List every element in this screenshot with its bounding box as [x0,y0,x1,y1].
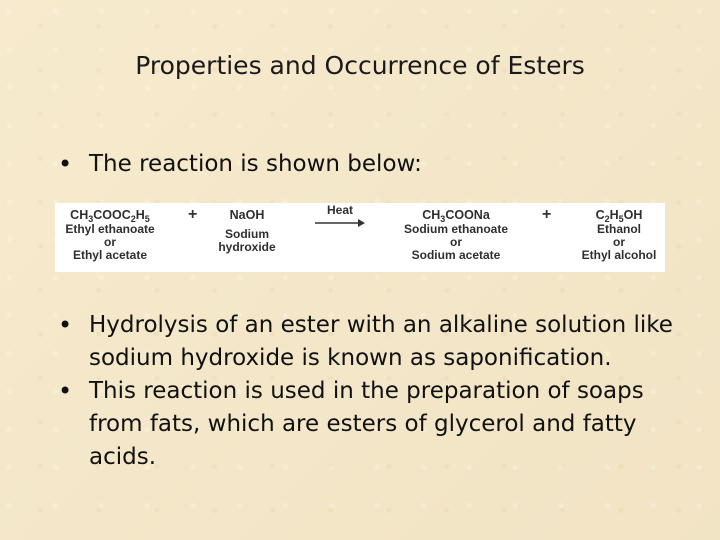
formula-part: CH [70,208,89,222]
name-hydroxide: hydroxide [218,240,276,254]
formula-part: CH [422,208,441,222]
or-label: or [613,235,625,249]
plus-sign: + [542,206,552,223]
formula-ethanol [596,208,643,222]
reactant-sodium-hydroxide [207,208,287,254]
formula-part: COONa [445,208,490,222]
bullet-list-top [58,148,678,181]
reactant-ethyl-ethanoate [55,208,165,262]
or-label: or [104,235,116,249]
formula-subscript: 2 [130,214,136,224]
formula-subscript: 2 [604,214,610,224]
plus-sign: + [188,206,198,223]
formula-part: H [135,208,145,222]
formula-subscript: 3 [440,214,446,224]
formula-part: H [609,208,619,222]
slide-title: Properties and Occurrence of Esters [135,51,585,80]
formula-part: C [595,208,605,222]
reaction-equation-image [55,203,665,272]
name-sodium: Sodium [225,227,269,241]
alt-name-ethyl-alcohol: Ethyl alcohol [581,248,657,262]
bullet-item: • The reaction is shown below: [58,148,678,181]
right-arrow-icon [314,218,366,228]
name-ethyl-ethanoate: Ethyl ethanoate [65,222,155,236]
formula-naoh: NaOH [229,208,265,222]
bullet-list-bottom [58,309,678,474]
reaction-arrow [314,204,366,232]
heat-label: Heat [326,203,353,217]
bullet-item: • Hydrolysis of an ester with an alkaline solution like sodium hydroxide is known as saponification. [58,309,678,375]
alt-name-sodium-acetate: Sodium acetate [411,248,501,262]
product-sodium-ethanoate [389,208,523,262]
formula-sodium-ethanoate [422,208,490,222]
alt-name-ethyl-acetate: Ethyl acetate [72,248,148,262]
formula-part: OH [623,208,643,222]
formula-ethyl-ethanoate [70,208,150,222]
or-label: or [450,235,462,249]
formula-subscript: 5 [144,214,150,224]
name-ethanol: Ethanol [597,222,641,236]
bullet-item: • This reaction is used in the preparation of soaps from fats, which are esters of glycerol and fatty acids. [58,375,678,474]
product-ethanol [572,208,666,262]
formula-part: COOC [93,208,131,222]
name-sodium-ethanoate: Sodium ethanoate [403,222,508,236]
formula-subscript: 3 [88,214,94,224]
formula-subscript: 5 [618,214,624,224]
